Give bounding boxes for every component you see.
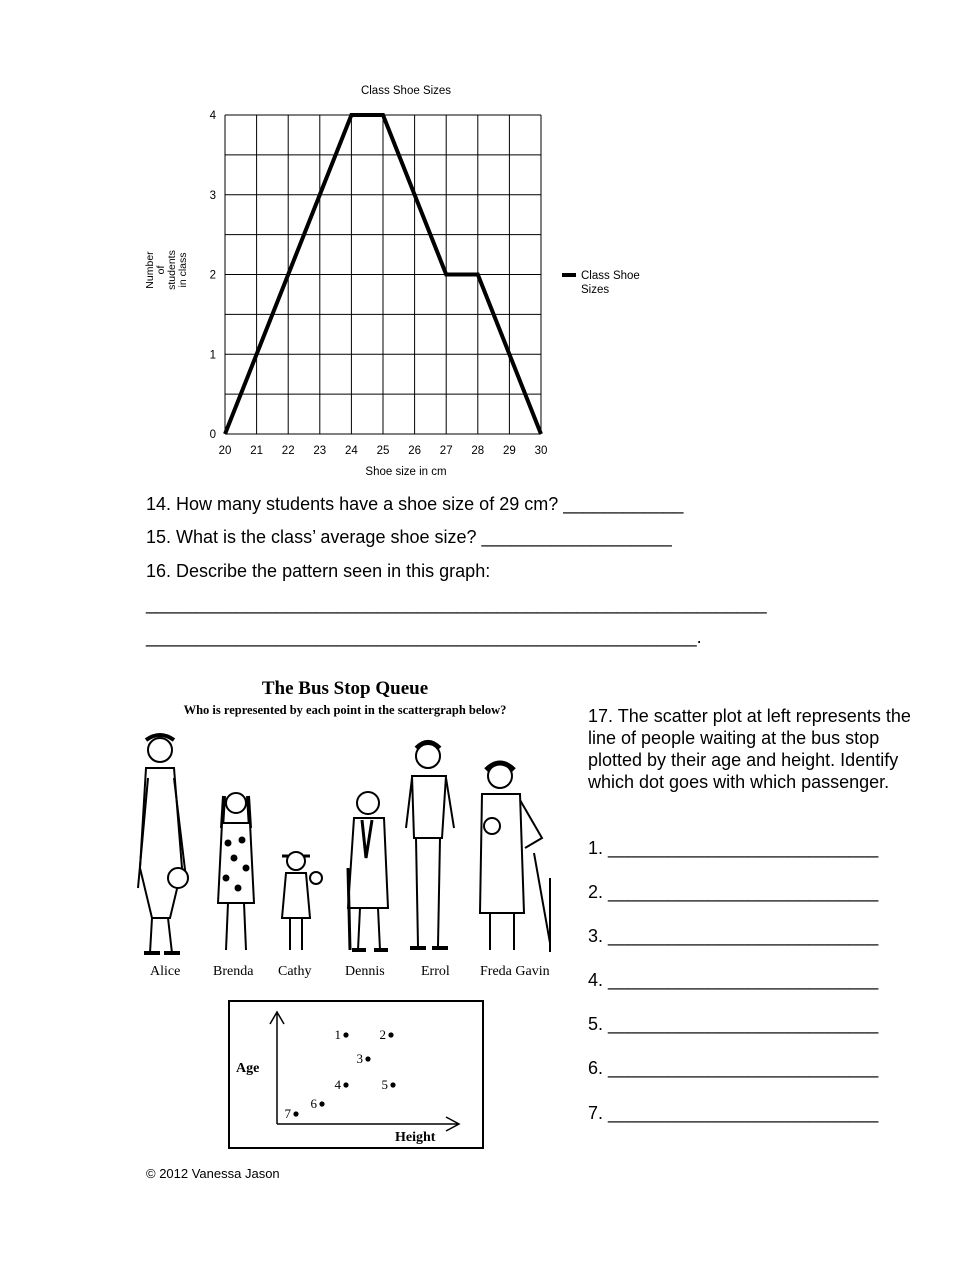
name-label-brenda: Brenda bbox=[213, 964, 254, 979]
y-tick-label: 2 bbox=[209, 269, 216, 282]
scatter-age-label: Age bbox=[236, 1061, 260, 1076]
question-14: 14. How many students have a shoe size of 29 cm? ____________ bbox=[146, 494, 684, 514]
passenger-illustrations bbox=[130, 728, 570, 960]
shoe-size-line-chart bbox=[0, 0, 979, 490]
name-label-errol: Errol bbox=[421, 964, 450, 979]
answer-blank-2: 2. ___________________________ bbox=[588, 882, 879, 902]
answer-line-1: ______________________________________________________________ bbox=[146, 594, 767, 614]
scatter-point-label: 4 bbox=[334, 1077, 341, 1092]
answer-blank-6: 6. ___________________________ bbox=[588, 1058, 879, 1078]
alice-figure-icon bbox=[138, 735, 188, 953]
chart-legend bbox=[562, 270, 640, 296]
y-axis-label-line: Number bbox=[144, 251, 156, 289]
scatter-point bbox=[388, 1032, 393, 1037]
x-tick-label: 20 bbox=[218, 445, 232, 457]
name-label-alice: Alice bbox=[150, 964, 181, 979]
x-tick-label: 28 bbox=[471, 445, 485, 457]
x-tick-label: 29 bbox=[503, 445, 516, 457]
scatter-point-label: 3 bbox=[356, 1051, 363, 1066]
y-tick-label: 4 bbox=[209, 110, 216, 122]
legend-label: Class Shoe bbox=[581, 270, 640, 282]
name-label-dennis: Dennis bbox=[345, 964, 385, 979]
name-label-freda-gavin: Freda Gavin bbox=[480, 964, 550, 979]
question-17: 17. The scatter plot at left represents the line of people waiting at the bus stop plotted by their age and height. Identify which dot goes with which passenger. bbox=[588, 706, 911, 792]
bus-stop-title: The Bus Stop Queue bbox=[261, 678, 429, 699]
scatter-point-label: 1 bbox=[334, 1027, 341, 1042]
name-label-cathy: Cathy bbox=[278, 964, 312, 979]
chart-title: Class Shoe Sizes bbox=[360, 85, 452, 97]
y-tick-label: 0 bbox=[209, 429, 216, 441]
x-axis-label: Shoe size in cm bbox=[365, 466, 447, 478]
y-axis-label-line: of bbox=[155, 265, 167, 275]
legend-label: Sizes bbox=[581, 284, 610, 296]
answer-blank-3: 3. ___________________________ bbox=[588, 926, 879, 946]
question-16: 16. Describe the pattern seen in this graph: bbox=[146, 561, 491, 581]
y-tick-label: 1 bbox=[209, 349, 216, 362]
x-tick-label: 21 bbox=[250, 445, 263, 457]
bus-stop-subtitle: Who is represented by each point in the scattergraph below? bbox=[183, 703, 507, 717]
scatter-point-label: 6 bbox=[310, 1096, 317, 1111]
scatter-point-label: 7 bbox=[284, 1106, 291, 1121]
chart-grid bbox=[225, 115, 541, 434]
answer-blank-1: 1. ___________________________ bbox=[588, 838, 879, 858]
answer-line-2: _______________________________________________________. bbox=[146, 627, 702, 647]
question-15: 15. What is the class’ average shoe size? ___________________ bbox=[146, 527, 672, 547]
x-tick-label: 26 bbox=[408, 445, 421, 457]
errol-figure-icon bbox=[406, 742, 454, 948]
y-axis-label bbox=[144, 250, 189, 290]
copyright-footer: © 2012 Vanessa Jason bbox=[146, 1166, 280, 1181]
scatter-point bbox=[293, 1111, 298, 1116]
answer-blank-5: 5. ___________________________ bbox=[588, 1014, 879, 1034]
bus-stop-scattergraph bbox=[228, 1000, 484, 1150]
x-tick-label: 24 bbox=[345, 445, 358, 457]
answer-blank-4: 4. ___________________________ bbox=[588, 970, 879, 990]
y-axis-label-line: in class bbox=[177, 252, 189, 288]
scatter-point bbox=[343, 1082, 348, 1087]
x-tick-label: 22 bbox=[281, 445, 295, 457]
y-tick-label: 3 bbox=[209, 189, 216, 202]
x-tick-label: 27 bbox=[439, 445, 453, 457]
brenda-figure-icon bbox=[218, 793, 254, 950]
scatter-point bbox=[319, 1101, 324, 1106]
scattergraph-frame bbox=[229, 1001, 483, 1148]
cathy-figure-icon bbox=[282, 852, 322, 950]
scatter-point bbox=[343, 1032, 348, 1037]
x-tick-labels bbox=[219, 445, 548, 457]
dennis-figure-icon bbox=[348, 792, 388, 950]
x-tick-label: 30 bbox=[534, 445, 548, 457]
freda-gavin-figure-icon bbox=[480, 763, 550, 952]
scatter-point-label: 2 bbox=[379, 1027, 386, 1042]
x-tick-label: 25 bbox=[376, 445, 390, 457]
scatter-height-label: Height bbox=[395, 1130, 436, 1145]
x-tick-label: 23 bbox=[313, 445, 327, 457]
y-tick-labels bbox=[210, 110, 217, 441]
y-axis-label-line: students bbox=[166, 250, 178, 290]
scatter-point-label: 5 bbox=[381, 1077, 388, 1092]
scatter-point bbox=[365, 1056, 370, 1061]
scatter-point bbox=[390, 1082, 395, 1087]
answer-blank-7: 7. ___________________________ bbox=[588, 1103, 879, 1123]
